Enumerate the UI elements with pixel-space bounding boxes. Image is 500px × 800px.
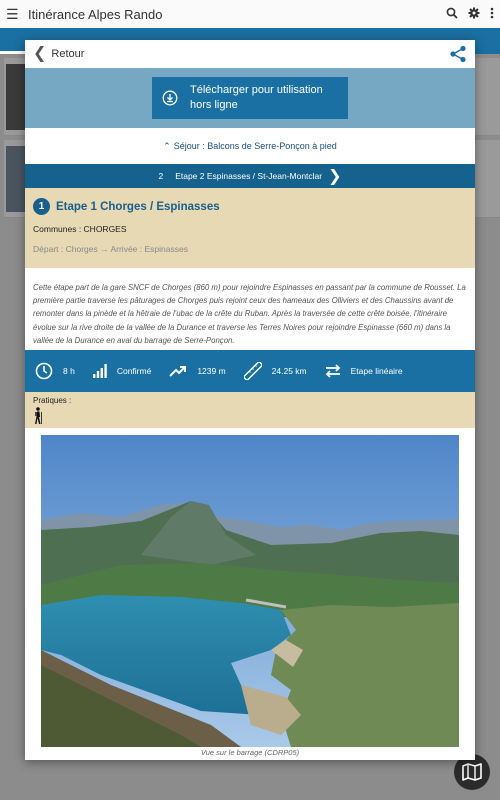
search-icon[interactable] (446, 7, 458, 22)
route-type-stat (325, 364, 403, 378)
back-button[interactable] (33, 46, 84, 62)
download-band (25, 68, 475, 128)
difficulty-value: Confirmé (116, 366, 152, 376)
next-stage-bar[interactable] (25, 164, 475, 188)
back-label: Retour (51, 48, 85, 60)
menu-icon[interactable]: ☰ (6, 5, 19, 22)
download-offline-button[interactable] (152, 77, 348, 119)
signal-bars-icon (93, 364, 107, 378)
trending-up-icon (169, 365, 187, 377)
chevron-left-icon: ❮ (33, 45, 47, 62)
stage-title: Etape 1 Chorges / Espinasses (56, 200, 220, 213)
app-bar (0, 0, 500, 28)
pratiques-label: Pratiques : (33, 396, 72, 405)
swap-arrows-icon (325, 364, 341, 378)
share-icon[interactable] (449, 45, 467, 63)
sejour-link[interactable] (25, 128, 475, 164)
stage-description: Cette étape part de la gare SNCF de Chorges (860 m) pour rejoindre Espinasses en passant par la commune de Rousset. La première partie traverse les pâturages de Chorges puis rejoint ceux des hameaux des Olliviers et des Chaussins avant de remonter dans la pinède et la hêtraie de l'ubac de la crête du Ruban. Après la traversée de cette crête boisée, l'itinéraire évolue sur la rive droite de la vallée de la Durance et traverse les Terres Noires pour rejoindre Espinasse (660 m) dans la vallée de la Durance en aval du barrage de Serre-Ponçon. (33, 283, 466, 345)
photo-caption: Vue sur le barrage (CDRP05) (200, 748, 300, 757)
hiker-icon (33, 407, 43, 425)
difficulty-stat (93, 364, 151, 378)
ruler-icon (244, 362, 262, 380)
duration-stat (35, 362, 75, 380)
elevation-stat (169, 365, 225, 377)
dialog-header (25, 40, 475, 68)
background-thumbnail (6, 146, 26, 212)
stage-detail-dialog (25, 40, 475, 760)
download-label: Télécharger pour utilisation hors ligne (190, 84, 323, 111)
clock-icon (35, 362, 53, 380)
pratiques-section (25, 392, 475, 428)
stage-number-badge: 1 (33, 198, 50, 215)
map-icon (462, 763, 482, 781)
chevron-right-icon: ❯ (328, 168, 342, 185)
route-type-value: Etape linéaire (350, 366, 403, 376)
sejour-label: Séjour : Balcons de Serre-Ponçon à pied (173, 141, 337, 151)
more-icon[interactable] (490, 7, 494, 22)
background-thumbnail (6, 64, 26, 130)
stage-route: Départ : Chorges → Arrivée : Espinasses (33, 244, 188, 254)
distance-value: 24.25 km (271, 366, 307, 376)
gear-icon[interactable] (468, 7, 480, 22)
chevron-up-icon: ⌃ (163, 140, 171, 151)
stats-bar (25, 350, 475, 392)
distance-stat (244, 362, 307, 380)
stage-photo (41, 435, 459, 747)
stage-info (25, 188, 475, 268)
next-stage-label: Etape 2 Espinasses / St-Jean-Montclar (175, 171, 323, 181)
stage-communes: Communes : CHORGES (33, 224, 127, 234)
download-icon (162, 90, 178, 106)
duration-value: 8 h (63, 366, 75, 376)
next-stage-number: 2 (158, 171, 164, 181)
elevation-value: 1239 m (197, 366, 226, 376)
app-title: Itinérance Alpes Rando (28, 6, 163, 22)
